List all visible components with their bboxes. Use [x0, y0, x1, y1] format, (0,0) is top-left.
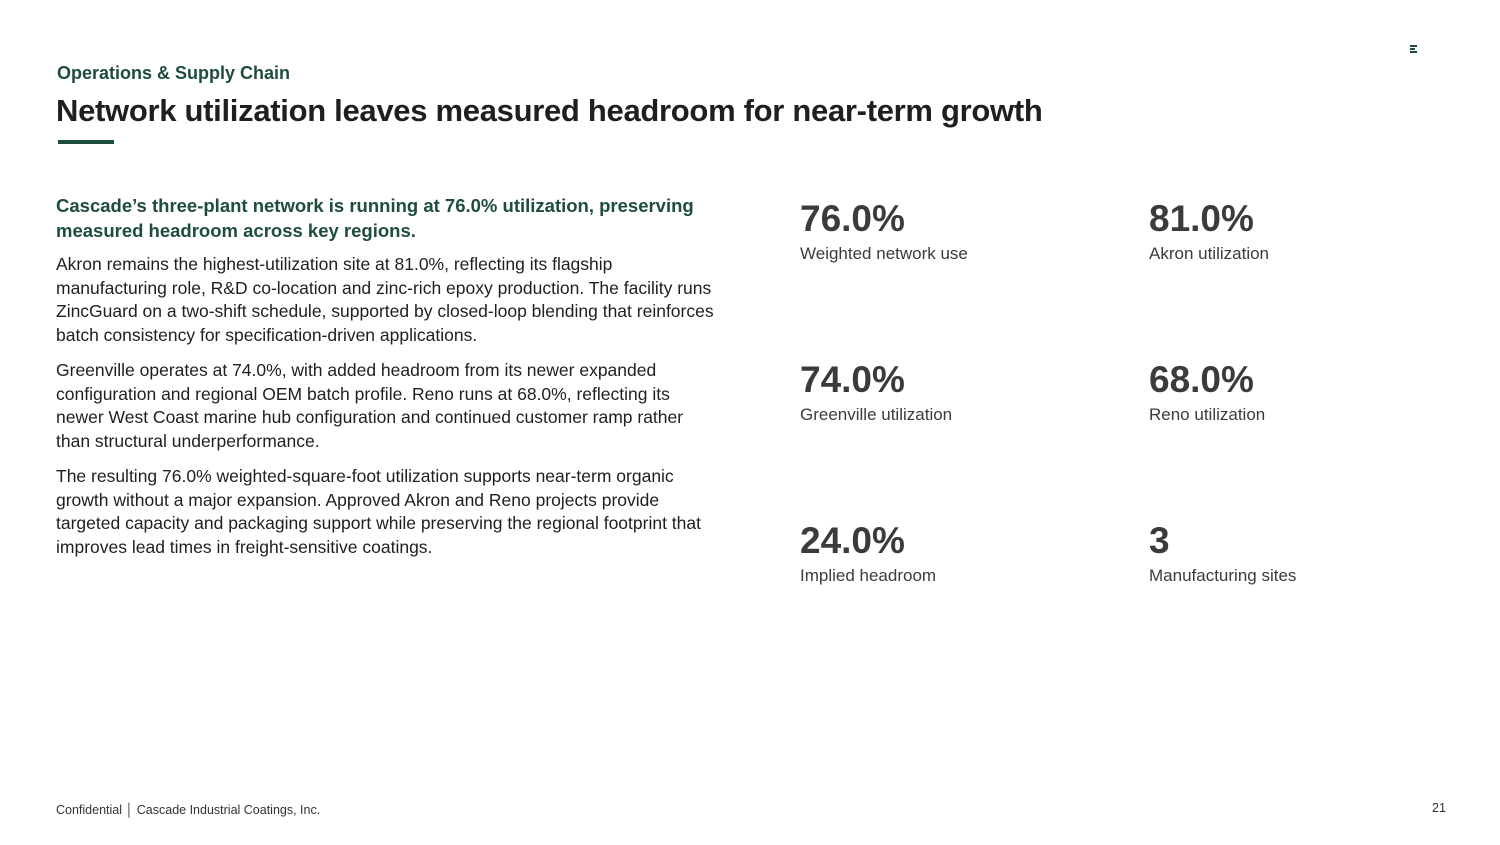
kpi-greenville-utilization [800, 359, 1120, 425]
kpi-manufacturing-sites [1149, 520, 1469, 586]
kpi-value: 3 [1149, 520, 1170, 561]
kpi-label: Reno utilization [1149, 405, 1266, 424]
kpi-value: 68.0% [1149, 359, 1254, 400]
page-title: Network utilization leaves measured headroom for near-term growth [56, 93, 1043, 128]
kpi-label: Akron utilization [1149, 244, 1270, 263]
kpi-value: 74.0% [800, 359, 905, 400]
footer-confidential: Confidential │ Cascade Industrial Coatings, Inc. [56, 803, 321, 817]
lead-statement: Cascade’s three-plant network is running at 76.0% utilization, preserving measured headroom across key regions. [56, 195, 694, 241]
section-eyebrow: Operations & Supply Chain [57, 63, 291, 83]
kpi-value: 76.0% [800, 198, 905, 239]
kpi-implied-headroom [800, 520, 1120, 586]
body-paragraph-greenville-reno: Greenville operates at 74.0%, with added headroom from its newer expanded configuration and regional OEM batch profile. Reno runs at 68.0%, reflecting its newer West Coast marine hub configuration and continued customer ramp rather than structural underperformance. [56, 360, 684, 451]
title-underline-divider [58, 140, 114, 144]
kpi-label: Manufacturing sites [1149, 566, 1297, 585]
kpi-akron-utilization [1149, 198, 1469, 264]
kpi-network-use [800, 198, 1120, 264]
kpi-value: 24.0% [800, 520, 905, 561]
cascade-logo-icon [1410, 45, 1440, 53]
body-paragraph-akron: Akron remains the highest-utilization site at 81.0%, reflecting its flagship manufacturing role, R&D co-location and zinc-rich epoxy production. The facility runs ZincGuard on a two-shift schedule, supported by closed-loop blending that reinforces batch consistency for specification-driven applications. [56, 254, 714, 345]
kpi-reno-utilization [1149, 359, 1469, 425]
kpi-value: 81.0% [1149, 198, 1254, 239]
page-number: 21 [1432, 801, 1446, 815]
body-paragraph-summary: The resulting 76.0% weighted-square-foot utilization supports near-term organic growth without a major expansion. Approved Akron and Reno projects provide targeted capacity and packaging support while preserving the regional footprint that improves lead times in freight-sensitive coatings. [56, 466, 701, 557]
body-text-column [56, 193, 716, 571]
kpi-label: Implied headroom [800, 566, 937, 585]
kpi-label: Weighted network use [800, 244, 968, 263]
kpi-label: Greenville utilization [800, 405, 953, 424]
